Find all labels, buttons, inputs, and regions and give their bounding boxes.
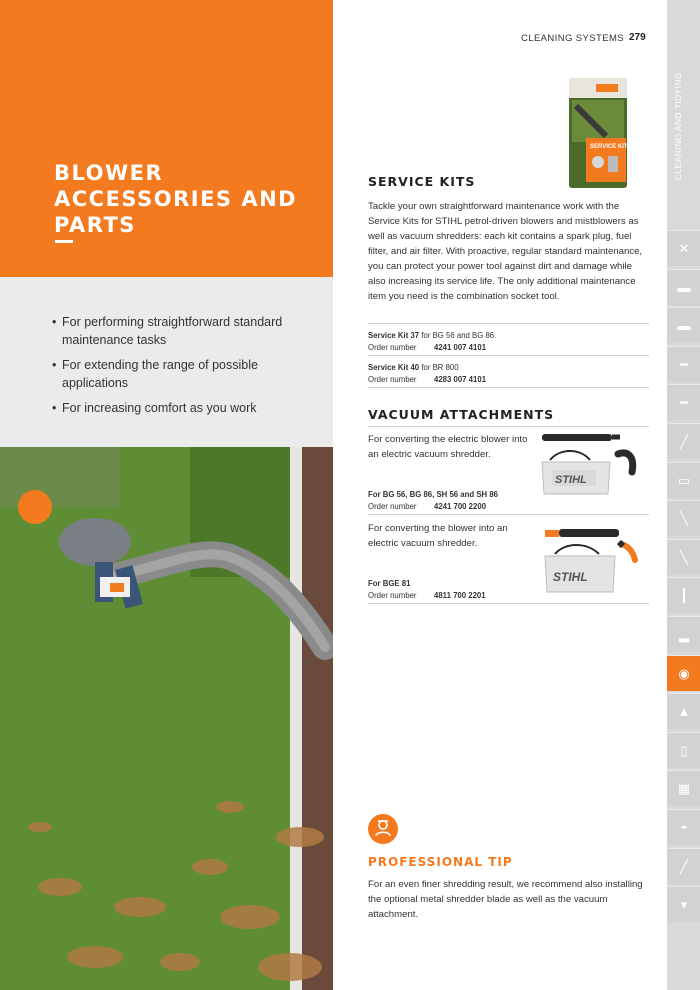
- order-label: Order number: [368, 343, 417, 352]
- order-row: [368, 591, 486, 600]
- sidebar-tab-saw[interactable]: [667, 384, 700, 420]
- order-number: 4241 700 2200: [434, 502, 487, 511]
- wrench-icon: ╱: [680, 858, 688, 874]
- service-kits-description: Tackle your own straightforward maintenance work with the Service Kits for STIHL petrol-driven blowers and mistblowers as well as vacuum shredders: each kit contains a spark plug, fuel filter, and air filter. With proactive, regular standard maintenance, you can protect your power tool against dirt and damage while also increasing its service life. The only additional maintenance item you need is the combination socket tool.: [368, 201, 643, 302]
- sidebar-tab-trimmer[interactable]: [667, 462, 700, 498]
- order-label: Order number: [368, 502, 417, 511]
- trimmer-icon: ▭: [677, 472, 691, 488]
- phone-icon: ▯: [680, 742, 688, 758]
- order-number: 4241 007 4101: [434, 343, 487, 352]
- order-row: [368, 375, 487, 384]
- order-number: 4811 700 2201: [434, 591, 486, 600]
- saw-icon: ━: [680, 395, 688, 411]
- feature-item: • For increasing comfort as you work: [52, 399, 302, 417]
- feature-list: [0, 277, 333, 447]
- sidebar-category-label: CLEANING AND TIDYING: [673, 72, 683, 180]
- blower-icon: ◉: [678, 665, 690, 681]
- hedge-icon: ╲: [680, 511, 688, 527]
- sidebar-tab-helmet[interactable]: [667, 809, 700, 845]
- sidebar-tab-chainsaw[interactable]: [667, 307, 700, 343]
- order-label: Order number: [368, 375, 417, 384]
- professional-tip-icon: [368, 814, 398, 844]
- service-kits-heading: SERVICE KITS: [368, 174, 476, 189]
- sidebar-tab-pole[interactable]: [667, 423, 700, 459]
- sidebar-tab-phone[interactable]: [667, 732, 700, 768]
- order-row: [368, 502, 487, 511]
- order-row: [368, 343, 487, 352]
- bag-logo: STIHL: [555, 474, 587, 486]
- helmet-icon: ◓: [680, 820, 688, 835]
- order-number: 4283 007 4101: [434, 375, 487, 384]
- item-name: Service Kit 37: [368, 331, 420, 340]
- divider: [368, 387, 649, 388]
- sidebar-tab-shirt[interactable]: [667, 886, 700, 922]
- tools-icon: ✕: [678, 241, 690, 256]
- sidebar-tab-saw[interactable]: [667, 346, 700, 382]
- post-icon: ┃: [680, 588, 688, 604]
- vacuum-item-compat: [368, 490, 498, 499]
- service-kit-image: [566, 76, 630, 190]
- professional-tip-heading: PROFESSIONAL TIP: [368, 855, 513, 869]
- sidebar-tab-blower[interactable]: [667, 655, 700, 691]
- divider: [368, 323, 649, 324]
- feature-item: • For performing straightforward standard maintenance tasks: [52, 313, 302, 349]
- professional-tip-text: For an even finer shredding result, we recommend also installing the optional metal shredder blade as well as the vacuum attachment.: [368, 879, 643, 920]
- service-kit-40-title: [368, 363, 459, 372]
- cutter-icon: ▂: [679, 627, 689, 642]
- hero-panel: [0, 0, 333, 277]
- vacuum-kit-image: [543, 524, 643, 596]
- brushcutter-icon: ╲: [680, 549, 688, 565]
- hero-photo: [0, 447, 333, 990]
- shirt-icon: ▾: [680, 897, 688, 913]
- bag-logo: STIHL: [553, 570, 588, 584]
- vacuum-kit-image: [540, 432, 640, 500]
- item-compat: for BG 56 and BG 86: [419, 331, 495, 340]
- vacuum-item-description: For converting the electric blower into an electric vacuum shredder.: [368, 434, 528, 460]
- item-compat: for BR 800: [419, 363, 459, 372]
- sidebar-tab-box[interactable]: [667, 770, 700, 806]
- sidebar-tab-wrench[interactable]: [667, 848, 700, 884]
- divider: [368, 426, 649, 427]
- pressure-washer-icon: ▲: [677, 704, 691, 720]
- pole-icon: ╱: [680, 434, 688, 449]
- item-name: Service Kit 40: [368, 363, 420, 372]
- sidebar-tab-hedge[interactable]: [667, 500, 700, 536]
- service-kit-37-title: [368, 331, 494, 340]
- item-compat: For BGE 81: [368, 579, 411, 588]
- title-line: PARTS: [54, 213, 136, 237]
- chainsaw-icon: ▬: [677, 318, 691, 334]
- item-compat: For BG 56, BG 86, SH 56 and SH 86: [368, 490, 498, 499]
- page-title: [54, 160, 324, 238]
- sidebar-tab-brushcutter[interactable]: [667, 539, 700, 575]
- sidebar-tab-cutter[interactable]: [667, 616, 700, 652]
- saw-icon: ━: [680, 356, 688, 372]
- title-underline: [55, 240, 73, 243]
- sidebar-tab-post[interactable]: [667, 577, 700, 613]
- chainsaw-icon: ▬: [677, 279, 691, 295]
- title-line: ACCESSORIES AND: [54, 187, 298, 211]
- section-title: CLEANING SYSTEMS: [521, 33, 625, 44]
- sidebar-tab-pressure-washer[interactable]: [667, 693, 700, 729]
- vacuum-item-compat: [368, 579, 410, 588]
- vacuum-item-description: For converting the blower into an electric vacuum shredder.: [368, 523, 508, 549]
- sidebar-tab-chainsaw[interactable]: [667, 269, 700, 305]
- divider: [368, 355, 649, 356]
- feature-item: • For extending the range of possible applications: [52, 356, 302, 392]
- order-label: Order number: [368, 591, 417, 600]
- kit-box-label: SERVICE KIT: [590, 144, 628, 150]
- sidebar-tab-tools[interactable]: [667, 230, 700, 266]
- title-line: BLOWER: [54, 161, 164, 185]
- page-number: 279: [629, 32, 646, 43]
- divider: [368, 603, 649, 604]
- vacuum-attachments-heading: VACUUM ATTACHMENTS: [368, 407, 555, 422]
- divider: [368, 514, 649, 515]
- box-icon: ▦: [677, 781, 691, 797]
